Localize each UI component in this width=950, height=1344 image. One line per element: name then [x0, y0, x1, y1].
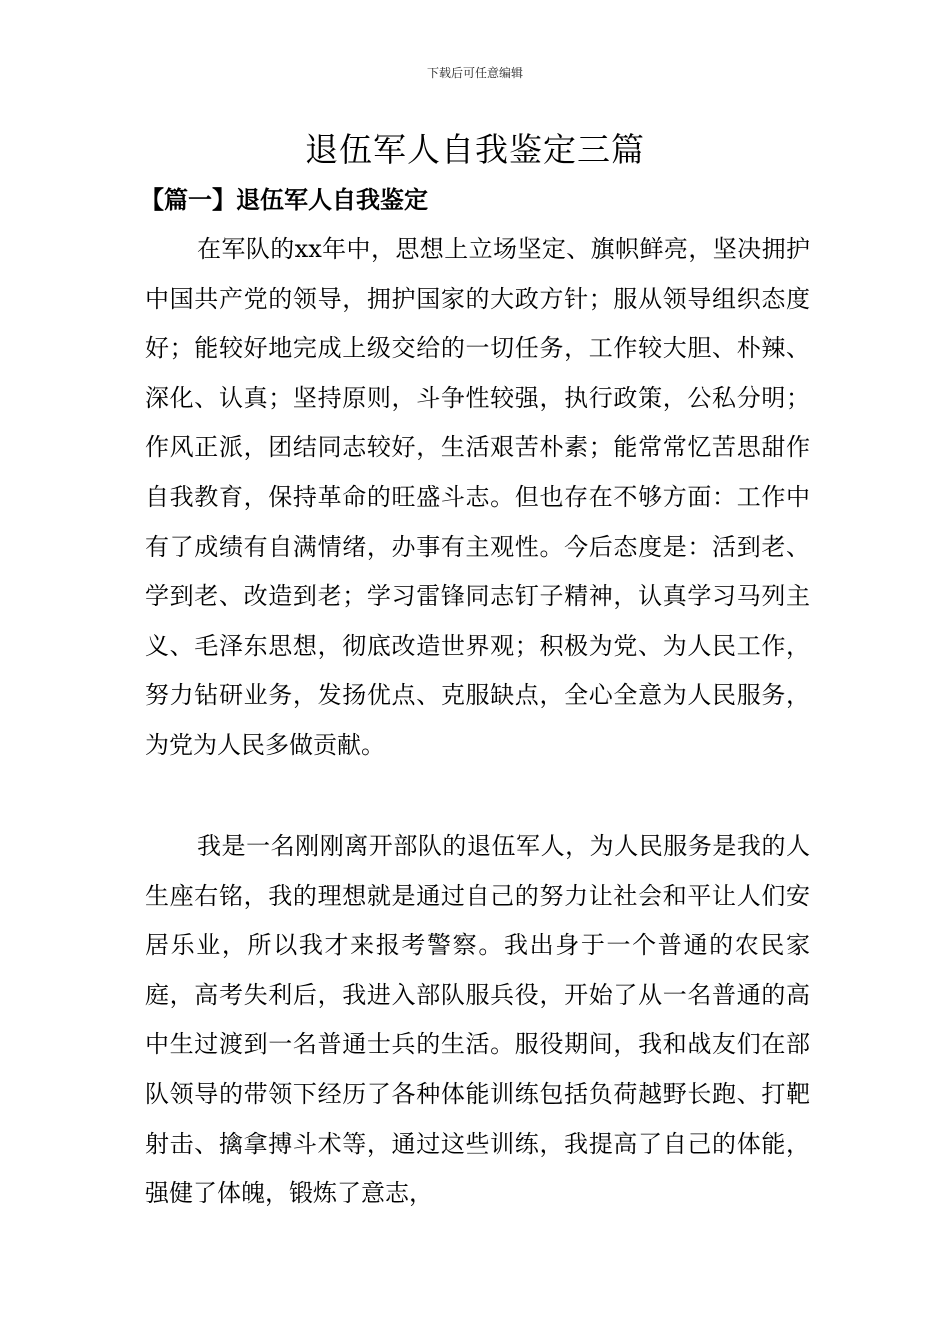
page-header-note: 下载后可任意编辑 — [426, 66, 523, 80]
document-title: 退伍军人自我鉴定三篇 — [305, 130, 645, 169]
body-paragraph: 在军队的xx年中，思想上立场坚定、旗帜鲜亮，坚决拥护中国共产党的领导，拥护国家的大政方针；服从领导组织态度好；能较好地完成上级交给的一切任务，工作较大胆、朴辣、深化、认真；坚持原则，斗争性较强，执行政策，公私分明；作风正派，团结同志较好，生活艰苦朴素；能常常忆苦思甜作自我教育，保持革命的旺盛斗志。但也存在不够方面：工作中有了成绩有自满情绪，办事有主观性。今后态度是：活到老、学到老、改造到老；学习雷锋同志钉子精神，认真学习马列主义、毛泽东思想，彻底改造世界观；积极为党、为人民工作，努力钻研业务，发扬优点、克服缺点，全心全意为人民服务，为党为人民多做贡献。 — [145, 235, 810, 759]
section-heading: 【篇一】退伍军人自我鉴定 — [140, 185, 428, 214]
body-paragraph: 我是一名刚刚离开部队的退伍军人，为人民服务是我的人生座右铭，我的理想就是通过自己的努力让社会和平让人们安居乐业，所以我才来报考警察。我出身于一个普通的农民家庭，高考失利后，我进入部队服兵役，开始了从一名普通的高中生过渡到一名普通士兵的生活。服役期间，我和战友们在部队领导的带领下经历了各种体能训练包括负荷越野长跑、打靶射击、擒拿搏斗术等，通过这些训练，我提高了自己的体能，强健了体魄，锻炼了意志， — [145, 832, 810, 1208]
